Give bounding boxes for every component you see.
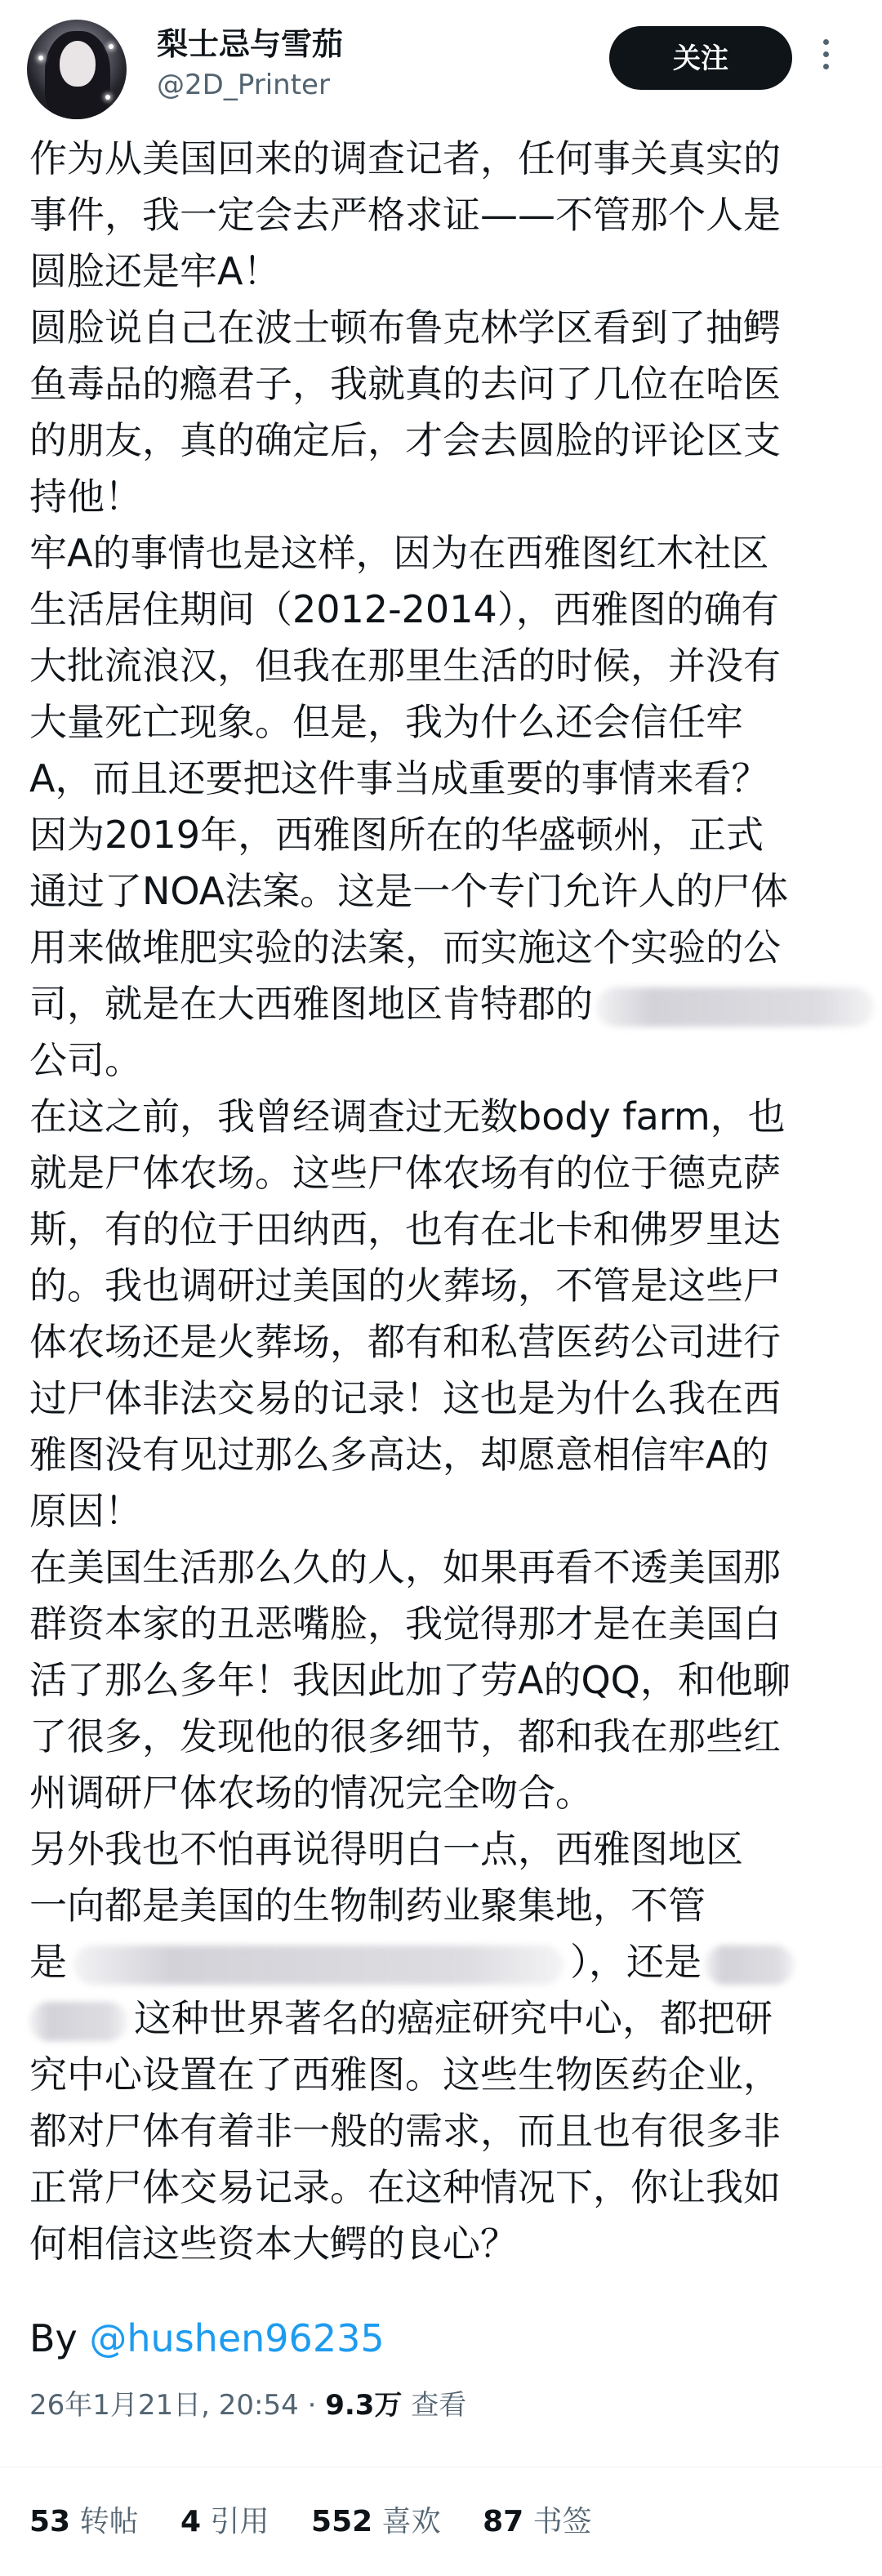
post-line: 群资本家的丑恶嘴脸，我觉得那才是在美国白 <box>29 1602 781 1646</box>
post-line: 何相信这些资本大鳄的良心？ <box>29 2222 518 2266</box>
reposts-stat[interactable] <box>29 2501 139 2543</box>
post-line: 的。我也调研过美国的火葬场，不管是这些尸 <box>29 1263 781 1308</box>
post-text <box>29 131 862 2272</box>
post-line: 鱼毒品的瘾君子，我就真的去问了几位在哈医 <box>29 362 781 406</box>
post-line: 公司。 <box>29 1038 142 1082</box>
stat-label: 书签 <box>532 2505 592 2538</box>
post-line <box>29 1990 862 2047</box>
post-line: 大批流浪汉，但我在那里生活的时候，并没有 <box>29 644 781 688</box>
post-line: 在美国生活那么久的人，如果再看不透美国那 <box>29 1545 781 1589</box>
post-line: 另外我也不怕再说得明白一点，西雅图地区 <box>29 1827 743 1871</box>
stat-count: 53 <box>29 2505 71 2538</box>
post-line: 生活居住期间（2012-2014），西雅图的确有 <box>29 587 779 631</box>
stat-label: 喜欢 <box>381 2505 441 2538</box>
post-line: 的朋友，真的确定后，才会去圆脸的评论区支 <box>29 418 781 462</box>
post-line-text: 司，就是在大西雅图地区肯特郡的 <box>29 982 593 1026</box>
attribution-prefix: By <box>29 2316 90 2360</box>
stat-count: 4 <box>180 2505 202 2538</box>
avatar-face <box>60 41 96 87</box>
post-line: A，而且还要把这件事当成重要的事情来看？ <box>29 756 769 800</box>
quotes-stat[interactable] <box>180 2501 270 2543</box>
post-line: 究中心设置在了西雅图。这些生物医药企业， <box>29 2052 781 2097</box>
post-line: 圆脸还是牢A！ <box>29 249 281 293</box>
post-timestamp[interactable]: 26年1月21日, 20:54 <box>29 2389 299 2422</box>
post-line: 一向都是美国的生物制药业聚集地，不管 <box>29 1883 706 1928</box>
stat-count: 552 <box>311 2505 373 2538</box>
post-line-text: 这种世界著名的癌症研究中心，都把研 <box>134 1996 773 2040</box>
stat-label: 转帖 <box>79 2505 139 2538</box>
post-line: 持他！ <box>29 475 142 519</box>
engagement-stats <box>29 2501 625 2543</box>
bookmarks-stat[interactable] <box>483 2501 592 2543</box>
post-line: 圆脸说自己在波士顿布鲁克林学区看到了抽鳄 <box>29 305 781 350</box>
follow-button[interactable]: 关注 <box>609 26 792 90</box>
mention-link[interactable]: @hushen96235 <box>89 2316 385 2360</box>
post-line: 都对尸体有着非一般的需求，而且也有很多非 <box>29 2109 781 2153</box>
post-line: 作为从美国回来的调查记者，任何事关真实的 <box>29 136 781 180</box>
author-display-name[interactable]: 梨士忌与雪茄 <box>157 26 344 62</box>
redacted-text <box>29 2002 127 2041</box>
author-handle[interactable]: @2D_Printer <box>157 69 330 101</box>
attribution <box>29 2311 385 2365</box>
avatar[interactable] <box>27 20 127 119</box>
post-line-text: 是 <box>29 1940 67 1984</box>
stat-label: 引用 <box>210 2505 270 2538</box>
post-line <box>29 976 862 1032</box>
redacted-text <box>74 1945 564 1985</box>
post-line: 牢A的事情也是这样，因为在西雅图红木社区 <box>29 531 769 575</box>
post-line: 原因！ <box>29 1489 142 1533</box>
stat-count: 87 <box>483 2505 524 2538</box>
post-line: 了很多，发现他的很多细节，都和我在那些红 <box>29 1714 781 1758</box>
post-header <box>0 0 882 123</box>
meta-separator: · <box>298 2389 326 2422</box>
avatar-sparkle <box>109 44 114 49</box>
avatar-sparkle <box>105 95 110 100</box>
post-line: 事件，我一定会去严格求证——不管那个人是 <box>29 193 781 237</box>
avatar-sparkle <box>38 56 43 60</box>
post-line: 大量死亡现象。但是，我为什么还会信任牢 <box>29 700 743 744</box>
post-meta <box>29 2385 466 2426</box>
more-options-icon[interactable] <box>820 39 831 78</box>
post-line <box>29 1934 862 1990</box>
post-line: 通过了NOA法案。这是一个专门允许人的尸体 <box>29 869 789 913</box>
likes-stat[interactable] <box>311 2501 441 2543</box>
redacted-text <box>596 987 874 1027</box>
redacted-text <box>705 1945 795 1985</box>
post-line: 正常尸体交易记录。在这种情况下，你让我如 <box>29 2165 781 2209</box>
views-count: 9.3万 <box>325 2389 403 2422</box>
post-line: 用来做堆肥实验的法案，而实施这个实验的公 <box>29 925 781 969</box>
views-label: 查看 <box>402 2389 467 2422</box>
post-line: 活了那么多年！我因此加了劳A的QQ，和他聊 <box>29 1658 791 1702</box>
post-line: 过尸体非法交易的记录！这也是为什么我在西 <box>29 1376 781 1420</box>
post-line: 斯，有的位于田纳西，也有在北卡和佛罗里达 <box>29 1207 781 1251</box>
post-line: 在这之前，我曾经调查过无数body farm，也 <box>29 1094 786 1139</box>
post-line-text: ），还是 <box>570 1940 702 1984</box>
post-line: 就是尸体农场。这些尸体农场有的位于德克萨 <box>29 1151 781 1195</box>
post-line: 雅图没有见过那么多高达，却愿意相信牢A的 <box>29 1433 769 1477</box>
post-line: 州调研尸体农场的情况完全吻合。 <box>29 1771 593 1815</box>
post-line: 因为2019年，西雅图所在的华盛顿州，正式 <box>29 813 764 857</box>
post-line: 体农场还是火葬场，都有和私营医药公司进行 <box>29 1320 781 1364</box>
